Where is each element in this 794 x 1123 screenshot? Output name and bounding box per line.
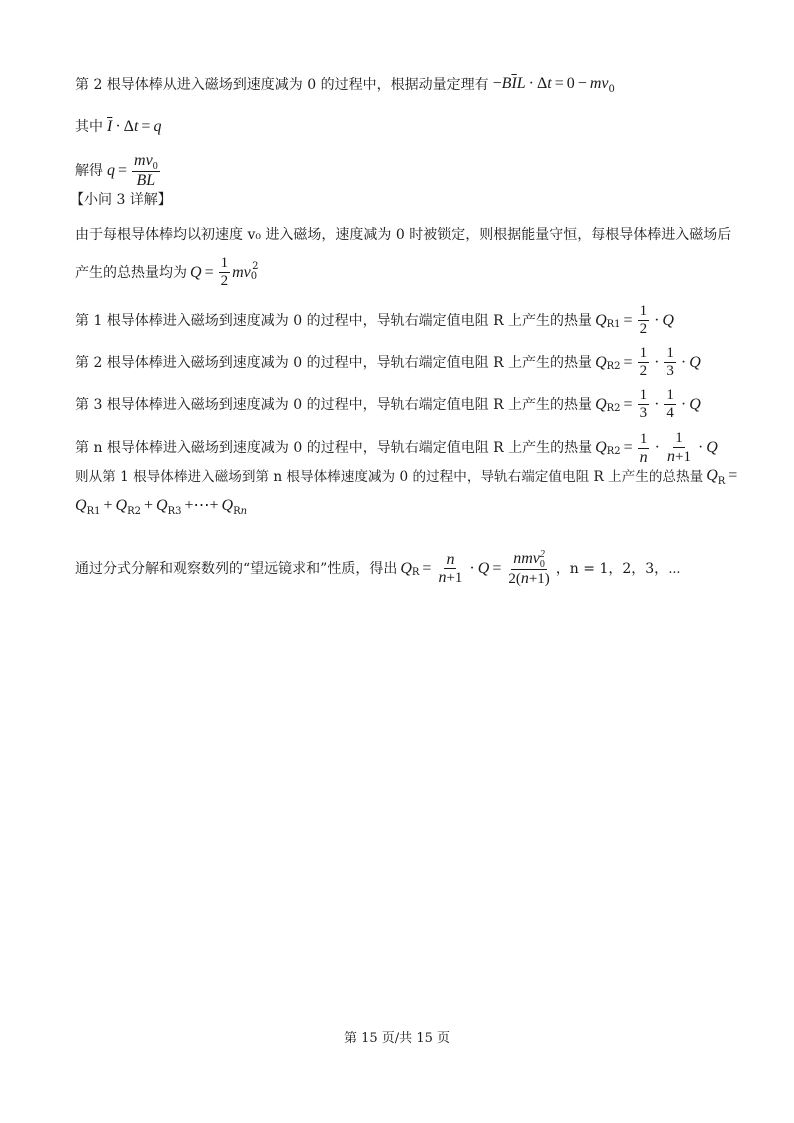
line-telescoping-result	[75, 550, 681, 588]
line-total-heat-r	[75, 467, 740, 487]
line-total-heat	[75, 255, 259, 290]
line-heat-rod-1	[75, 303, 674, 338]
line-text: 第 n 根导体棒进入磁场到速度减为 0 的过程中，导轨右端定值电阻 R 上产生的热量	[75, 440, 593, 456]
line-text: 其中	[75, 119, 103, 135]
equation-heat-rod-1: Q R1 = $\frac{1}{2}$ · Q	[595, 303, 674, 337]
line-momentum-theorem	[75, 75, 615, 95]
line-heat-rod-3	[75, 387, 701, 422]
line-text: 第 3 根导体棒进入磁场到速度减为 0 的过程中，导轨右端定值电阻 R 上产生的热量	[75, 396, 593, 413]
line-text: 则从第 1 根导体棒进入磁场到第 n 根导体棒速度减为 0 的过程中，导轨右端定值电阻 R 上产生的总热量	[75, 469, 704, 485]
equation-heat-rod-n: Q R2 = $\frac{1}{n}$ · $\frac{1}{n+1}$ · Q	[595, 430, 718, 466]
equation-momentum: $-B\overline{I}L \cdot \Delta t = 0 - mv_0$	[492, 75, 615, 95]
line-heat-rod-n	[75, 430, 718, 466]
line-text: 第 1 根导体棒进入磁场到速度减为 0 的过程中，导轨右端定值电阻 R 上产生的热量	[75, 312, 593, 329]
page-number: 第 15 页/共 15 页	[344, 1031, 450, 1046]
heading-text: 【小问 3 详解】	[70, 192, 172, 208]
equation-total-r: $Q_R$ =	[706, 467, 738, 487]
line-text: 解得	[75, 162, 103, 179]
line-energy-conservation	[75, 226, 731, 244]
equation-q: q = $\frac{mv_0}{BL}$	[107, 152, 158, 189]
equation-heat-rod-3: Q R2 = $\frac{1}{3}$ · $\frac{1}{4}$ · Q	[595, 387, 701, 421]
line-text: 由于每根导体棒均以初速度 v₀ 进入磁场，速度减为 0 时被锁定，则根据能量守恒，每根导体棒进入磁场后	[75, 227, 732, 243]
line-charge-relation	[75, 118, 161, 136]
line-text: 通过分式分解和观察数列的“望远镜求和”性质，得出	[75, 561, 398, 577]
section-heading	[70, 191, 172, 209]
equation-total-heat: Q = $\frac{1}{2}$ mv 0 2	[190, 255, 259, 289]
line-heat-rod-2	[75, 345, 701, 380]
line-text: 第 2 根导体棒从进入磁场到速度减为 0 的过程中，根据动量定理有	[75, 77, 489, 93]
line-solve-q	[75, 152, 162, 189]
line-tail: ，n = 1，2，3，⋯	[555, 561, 681, 577]
line-text: 产生的总热量均为	[75, 264, 187, 281]
equation-charge: $\overline{I} \cdot \Delta t = q$	[107, 118, 162, 135]
line-sum	[75, 497, 247, 517]
equation-sum: $Q_{R1} + Q_{R2} + Q_{R3}$ +⋯+ $Q_{Rn}$	[75, 497, 248, 517]
equation-result: Q R = $\frac{n}{n+1}$ · Q = $\frac{nmv_0^2}{2(n+1)}$	[400, 549, 550, 587]
line-text: 第 2 根导体棒进入磁场到速度减为 0 的过程中，导轨右端定值电阻 R 上产生的热量	[75, 354, 593, 371]
equation-heat-rod-2: Q R2 = $\frac{1}{2}$ · $\frac{1}{3}$ · Q	[595, 345, 701, 379]
